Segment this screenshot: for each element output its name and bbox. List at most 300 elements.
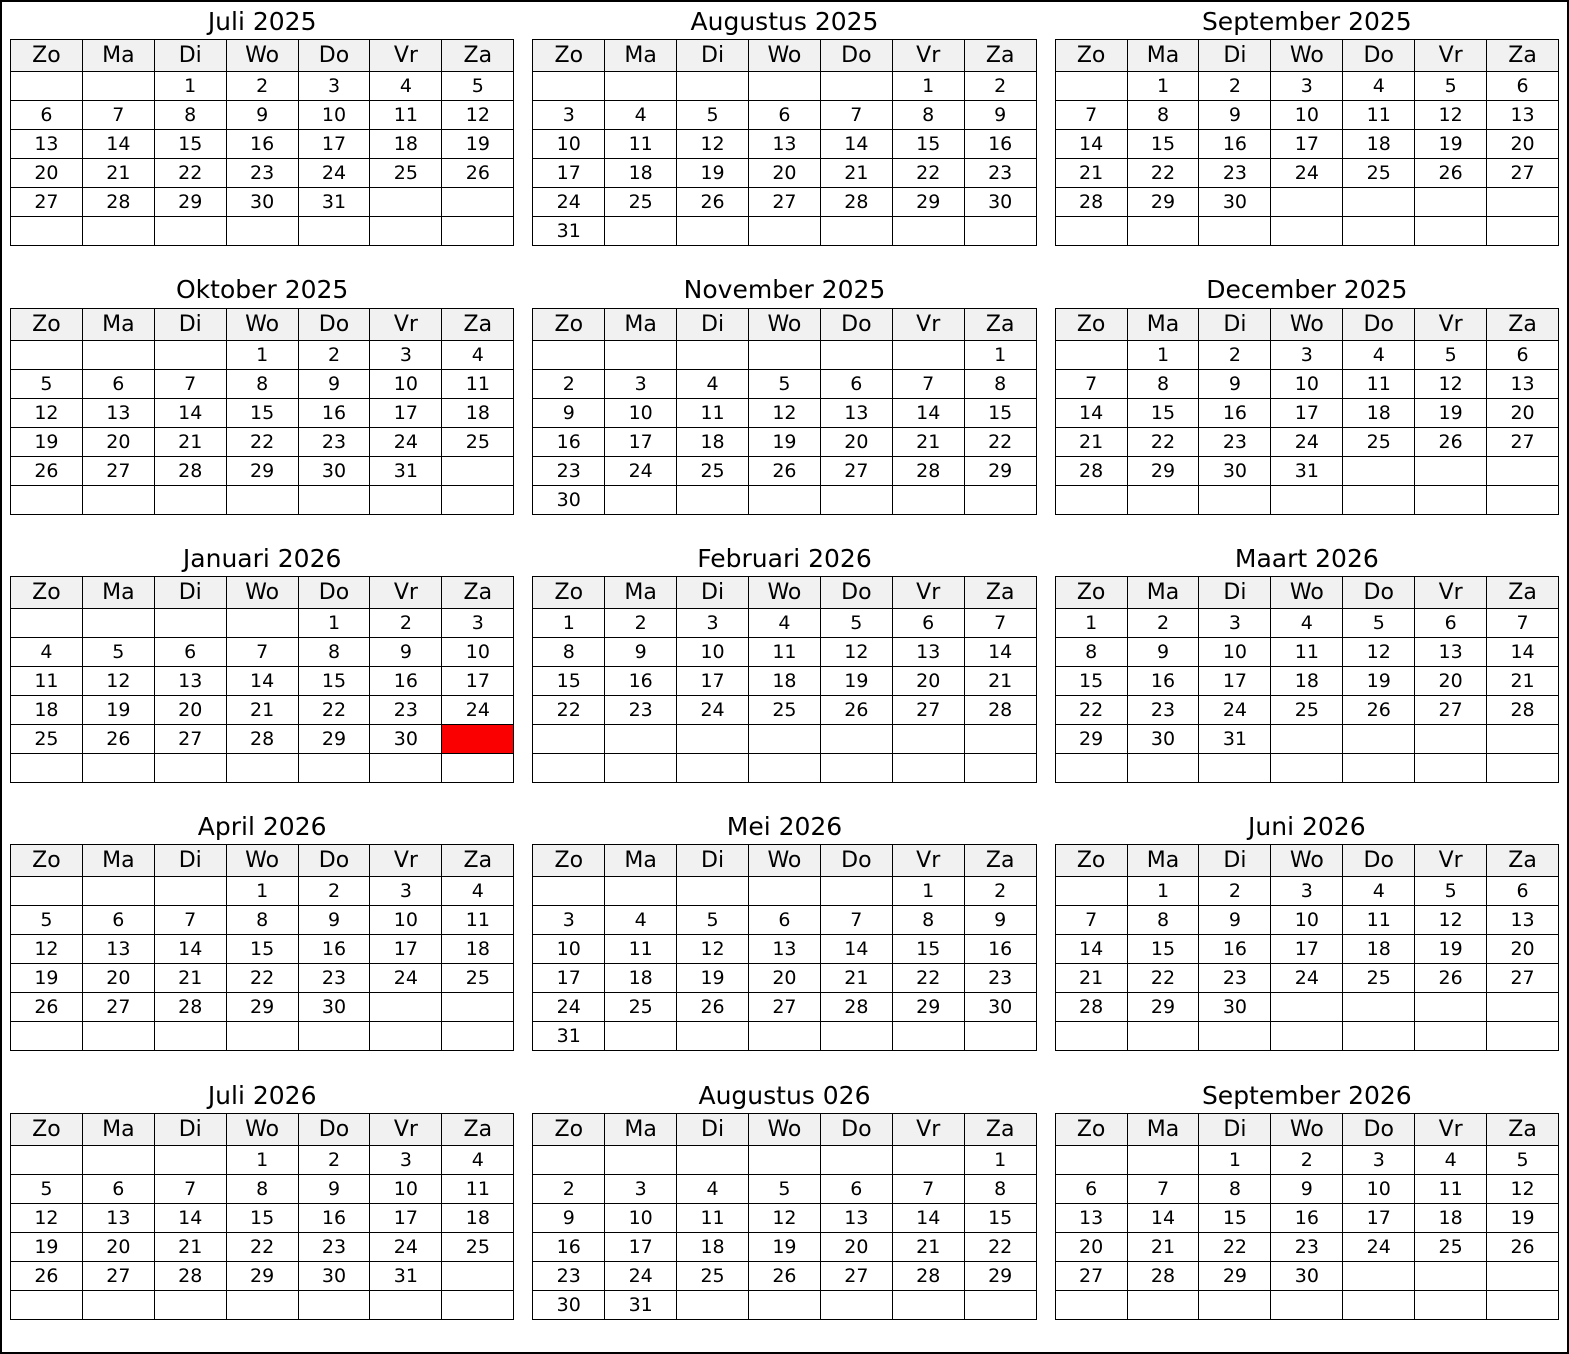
day-cell[interactable]: 8 <box>226 906 298 935</box>
day-cell[interactable]: 27 <box>1055 1261 1127 1290</box>
day-cell[interactable]: 20 <box>820 1232 892 1261</box>
day-cell[interactable]: 22 <box>154 159 226 188</box>
day-cell[interactable]: 9 <box>298 1174 370 1203</box>
day-cell[interactable]: 11 <box>442 369 514 398</box>
day-cell[interactable]: 1 <box>892 877 964 906</box>
day-cell[interactable]: 9 <box>533 398 605 427</box>
day-cell[interactable]: 17 <box>1271 935 1343 964</box>
day-cell[interactable]: 15 <box>1127 130 1199 159</box>
day-cell[interactable]: 12 <box>1487 1174 1559 1203</box>
day-cell[interactable]: 20 <box>749 159 821 188</box>
day-cell[interactable]: 25 <box>605 188 677 217</box>
day-cell[interactable]: 18 <box>370 130 442 159</box>
day-cell[interactable]: 8 <box>1199 1174 1271 1203</box>
day-cell[interactable]: 30 <box>298 1261 370 1290</box>
day-cell[interactable]: 12 <box>1415 101 1487 130</box>
day-cell[interactable]: 28 <box>226 725 298 754</box>
day-cell[interactable]: 22 <box>964 1232 1036 1261</box>
day-cell[interactable]: 2 <box>1271 1145 1343 1174</box>
day-cell[interactable]: 29 <box>226 1261 298 1290</box>
day-cell[interactable]: 5 <box>677 906 749 935</box>
day-cell[interactable]: 19 <box>749 1232 821 1261</box>
day-cell[interactable]: 6 <box>154 638 226 667</box>
day-cell[interactable]: 7 <box>820 906 892 935</box>
day-cell[interactable]: 4 <box>442 877 514 906</box>
day-cell[interactable]: 24 <box>1343 1232 1415 1261</box>
day-cell[interactable]: 18 <box>11 696 83 725</box>
day-cell[interactable]: 17 <box>605 1232 677 1261</box>
day-cell[interactable]: 2 <box>964 72 1036 101</box>
day-cell[interactable]: 5 <box>11 1174 83 1203</box>
day-cell[interactable]: 19 <box>677 964 749 993</box>
day-cell[interactable]: 13 <box>11 130 83 159</box>
day-cell[interactable]: 21 <box>1487 667 1559 696</box>
day-cell[interactable]: 31 <box>370 1261 442 1290</box>
day-cell[interactable]: 24 <box>370 1232 442 1261</box>
day-cell[interactable]: 5 <box>749 1174 821 1203</box>
day-cell[interactable]: 25 <box>370 159 442 188</box>
day-cell[interactable]: 24 <box>533 993 605 1022</box>
day-cell[interactable]: 17 <box>1271 130 1343 159</box>
day-cell[interactable]: 17 <box>370 935 442 964</box>
day-cell[interactable]: 10 <box>533 935 605 964</box>
day-cell[interactable]: 9 <box>1199 101 1271 130</box>
day-cell[interactable]: 13 <box>1487 369 1559 398</box>
day-cell[interactable]: 15 <box>154 130 226 159</box>
day-cell[interactable]: 14 <box>892 1203 964 1232</box>
day-cell[interactable]: 16 <box>298 935 370 964</box>
day-cell[interactable]: 28 <box>154 993 226 1022</box>
day-cell[interactable]: 8 <box>533 638 605 667</box>
day-cell[interactable]: 21 <box>226 696 298 725</box>
day-cell[interactable]: 19 <box>82 696 154 725</box>
day-cell[interactable]: 11 <box>442 906 514 935</box>
day-cell[interactable]: 11 <box>11 667 83 696</box>
day-cell[interactable]: 24 <box>370 964 442 993</box>
day-cell[interactable]: 22 <box>298 696 370 725</box>
day-cell[interactable]: 23 <box>1271 1232 1343 1261</box>
day-cell[interactable]: 26 <box>11 993 83 1022</box>
day-cell[interactable]: 8 <box>298 638 370 667</box>
day-cell[interactable]: 5 <box>1343 609 1415 638</box>
day-cell[interactable]: 10 <box>605 398 677 427</box>
day-cell[interactable]: 31 <box>533 1022 605 1051</box>
day-cell[interactable]: 1 <box>1127 72 1199 101</box>
day-cell[interactable]: 15 <box>533 667 605 696</box>
day-cell[interactable]: 16 <box>370 667 442 696</box>
day-cell[interactable]: 22 <box>892 964 964 993</box>
day-cell[interactable]: 6 <box>749 101 821 130</box>
day-cell[interactable]: 26 <box>1415 159 1487 188</box>
day-cell[interactable]: 11 <box>605 935 677 964</box>
day-cell[interactable]: 16 <box>1199 935 1271 964</box>
day-cell[interactable]: 23 <box>1199 159 1271 188</box>
day-cell[interactable]: 27 <box>82 1261 154 1290</box>
day-cell[interactable]: 19 <box>1415 130 1487 159</box>
day-cell[interactable]: 10 <box>370 1174 442 1203</box>
day-cell[interactable]: 13 <box>154 667 226 696</box>
day-cell[interactable]: 3 <box>1343 1145 1415 1174</box>
day-cell[interactable]: 23 <box>964 964 1036 993</box>
day-cell[interactable]: 30 <box>1199 993 1271 1022</box>
day-cell[interactable]: 2 <box>533 369 605 398</box>
day-cell[interactable]: 24 <box>442 696 514 725</box>
day-cell[interactable]: 28 <box>1055 456 1127 485</box>
day-cell[interactable]: 2 <box>605 609 677 638</box>
day-cell[interactable]: 3 <box>370 877 442 906</box>
day-cell[interactable]: 28 <box>892 456 964 485</box>
day-cell[interactable]: 20 <box>82 964 154 993</box>
day-cell[interactable]: 1 <box>226 1145 298 1174</box>
day-cell[interactable]: 6 <box>820 369 892 398</box>
day-cell[interactable]: 3 <box>533 101 605 130</box>
day-cell[interactable]: 17 <box>370 1203 442 1232</box>
day-cell[interactable]: 3 <box>533 906 605 935</box>
day-cell[interactable]: 17 <box>298 130 370 159</box>
day-cell[interactable]: 18 <box>605 964 677 993</box>
day-cell[interactable]: 10 <box>1271 101 1343 130</box>
day-cell[interactable]: 25 <box>677 1261 749 1290</box>
day-cell[interactable]: 17 <box>442 667 514 696</box>
day-cell[interactable]: 7 <box>1055 369 1127 398</box>
day-cell[interactable]: 17 <box>677 667 749 696</box>
day-cell[interactable]: 21 <box>892 427 964 456</box>
day-cell[interactable]: 12 <box>749 1203 821 1232</box>
day-cell[interactable]: 28 <box>154 456 226 485</box>
day-cell[interactable]: 15 <box>1127 398 1199 427</box>
day-cell[interactable]: 17 <box>1199 667 1271 696</box>
day-cell[interactable]: 12 <box>1415 906 1487 935</box>
day-cell[interactable]: 24 <box>677 696 749 725</box>
day-cell[interactable]: 30 <box>533 1290 605 1319</box>
day-cell[interactable]: 15 <box>964 398 1036 427</box>
day-cell[interactable]: 26 <box>82 725 154 754</box>
day-cell[interactable]: 14 <box>154 1203 226 1232</box>
day-cell[interactable]: 3 <box>605 369 677 398</box>
day-cell[interactable]: 10 <box>370 369 442 398</box>
day-cell[interactable]: 26 <box>442 159 514 188</box>
day-cell[interactable]: 10 <box>298 101 370 130</box>
day-cell[interactable]: 21 <box>154 964 226 993</box>
day-cell[interactable]: 26 <box>1343 696 1415 725</box>
day-cell[interactable]: 21 <box>820 964 892 993</box>
day-cell[interactable]: 23 <box>1199 427 1271 456</box>
day-cell[interactable]: 30 <box>1127 725 1199 754</box>
day-cell[interactable]: 2 <box>370 609 442 638</box>
day-cell[interactable]: 30 <box>298 456 370 485</box>
day-cell[interactable]: 25 <box>677 456 749 485</box>
day-cell[interactable]: 8 <box>226 369 298 398</box>
day-cell[interactable]: 28 <box>1487 696 1559 725</box>
day-cell[interactable]: 13 <box>749 130 821 159</box>
day-cell[interactable]: 23 <box>298 427 370 456</box>
day-cell[interactable]: 24 <box>1199 696 1271 725</box>
day-cell[interactable]: 3 <box>1271 340 1343 369</box>
day-cell[interactable]: 4 <box>1343 877 1415 906</box>
day-cell[interactable]: 22 <box>1127 159 1199 188</box>
day-cell[interactable]: 11 <box>677 398 749 427</box>
day-cell[interactable]: 22 <box>964 427 1036 456</box>
day-cell[interactable]: 21 <box>1055 427 1127 456</box>
day-cell[interactable]: 9 <box>964 101 1036 130</box>
day-cell[interactable]: 7 <box>964 609 1036 638</box>
day-cell[interactable]: 13 <box>820 1203 892 1232</box>
day-cell[interactable]: 7 <box>820 101 892 130</box>
day-cell[interactable]: 22 <box>1055 696 1127 725</box>
day-cell[interactable]: 6 <box>1487 340 1559 369</box>
day-cell[interactable]: 23 <box>1127 696 1199 725</box>
day-cell[interactable]: 5 <box>11 906 83 935</box>
day-cell[interactable]: 18 <box>1343 398 1415 427</box>
day-cell[interactable]: 5 <box>1415 877 1487 906</box>
day-cell[interactable]: 3 <box>370 340 442 369</box>
day-cell[interactable]: 30 <box>1199 188 1271 217</box>
day-cell[interactable]: 16 <box>533 1232 605 1261</box>
day-cell[interactable]: 24 <box>605 1261 677 1290</box>
day-cell[interactable]: 15 <box>1055 667 1127 696</box>
day-cell[interactable]: 2 <box>533 1174 605 1203</box>
day-cell[interactable]: 29 <box>964 1261 1036 1290</box>
day-cell[interactable]: 28 <box>964 696 1036 725</box>
day-cell[interactable]: 24 <box>1271 964 1343 993</box>
day-cell[interactable]: 6 <box>82 1174 154 1203</box>
day-cell[interactable]: 21 <box>1127 1232 1199 1261</box>
day-cell[interactable]: 13 <box>82 1203 154 1232</box>
day-cell[interactable]: 15 <box>298 667 370 696</box>
day-cell[interactable]: 21 <box>964 667 1036 696</box>
day-cell[interactable]: 19 <box>11 427 83 456</box>
day-cell[interactable]: 4 <box>677 369 749 398</box>
day-cell[interactable]: 3 <box>1199 609 1271 638</box>
day-cell[interactable]: 23 <box>226 159 298 188</box>
day-cell[interactable]: 12 <box>11 398 83 427</box>
day-cell[interactable]: 8 <box>1127 906 1199 935</box>
day-cell[interactable]: 3 <box>442 609 514 638</box>
day-cell[interactable]: 11 <box>1343 101 1415 130</box>
day-cell[interactable]: 23 <box>533 456 605 485</box>
day-cell[interactable]: 16 <box>1127 667 1199 696</box>
day-cell[interactable]: 1 <box>533 609 605 638</box>
day-cell[interactable]: 14 <box>964 638 1036 667</box>
day-cell[interactable]: 7 <box>1055 906 1127 935</box>
day-cell[interactable]: 4 <box>1343 72 1415 101</box>
day-cell[interactable]: 13 <box>749 935 821 964</box>
day-cell[interactable]: 1 <box>892 72 964 101</box>
day-cell[interactable]: 4 <box>749 609 821 638</box>
day-cell[interactable]: 15 <box>226 935 298 964</box>
day-cell[interactable]: 8 <box>964 1174 1036 1203</box>
day-cell[interactable]: 31 <box>370 456 442 485</box>
day-cell[interactable]: 21 <box>1055 964 1127 993</box>
day-cell[interactable]: 26 <box>1487 1232 1559 1261</box>
day-cell[interactable]: 5 <box>1415 340 1487 369</box>
day-cell[interactable]: 12 <box>1415 369 1487 398</box>
day-cell[interactable]: 21 <box>1055 159 1127 188</box>
day-cell[interactable]: 31 <box>298 188 370 217</box>
day-cell[interactable]: 18 <box>677 427 749 456</box>
day-cell[interactable]: 21 <box>154 427 226 456</box>
day-cell[interactable]: 30 <box>370 725 442 754</box>
day-cell[interactable]: 11 <box>442 1174 514 1203</box>
day-cell[interactable]: 3 <box>1271 72 1343 101</box>
day-cell[interactable]: 19 <box>11 964 83 993</box>
day-cell[interactable]: 21 <box>892 1232 964 1261</box>
day-cell[interactable]: 30 <box>964 993 1036 1022</box>
day-cell[interactable]: 7 <box>1127 1174 1199 1203</box>
day-cell[interactable]: 19 <box>11 1232 83 1261</box>
day-cell[interactable]: 28 <box>1055 993 1127 1022</box>
day-cell[interactable]: 26 <box>677 993 749 1022</box>
day-cell[interactable]: 24 <box>1271 427 1343 456</box>
day-cell[interactable]: 28 <box>154 1261 226 1290</box>
day-cell[interactable]: 2 <box>964 877 1036 906</box>
day-cell[interactable]: 10 <box>370 906 442 935</box>
day-cell[interactable]: 13 <box>82 398 154 427</box>
day-cell[interactable]: 18 <box>605 159 677 188</box>
day-cell[interactable]: 2 <box>1127 609 1199 638</box>
day-cell[interactable]: 15 <box>1127 935 1199 964</box>
day-cell[interactable]: 31 <box>1271 456 1343 485</box>
day-cell[interactable]: 22 <box>1199 1232 1271 1261</box>
day-cell[interactable]: 28 <box>82 188 154 217</box>
day-cell[interactable]: 22 <box>226 427 298 456</box>
day-cell[interactable]: 8 <box>1127 369 1199 398</box>
day-cell[interactable]: 15 <box>226 398 298 427</box>
day-cell[interactable]: 12 <box>749 398 821 427</box>
day-cell[interactable]: 18 <box>442 398 514 427</box>
day-cell[interactable]: 22 <box>1127 427 1199 456</box>
day-cell[interactable]: 7 <box>154 369 226 398</box>
day-cell[interactable]: 13 <box>1487 101 1559 130</box>
day-cell[interactable]: 8 <box>892 101 964 130</box>
day-cell[interactable]: 2 <box>1199 877 1271 906</box>
day-cell[interactable]: 17 <box>1271 398 1343 427</box>
day-cell[interactable]: 11 <box>1343 369 1415 398</box>
day-cell[interactable]: 10 <box>1343 1174 1415 1203</box>
day-cell[interactable]: 2 <box>226 72 298 101</box>
day-cell[interactable]: 24 <box>533 188 605 217</box>
day-cell[interactable]: 18 <box>442 935 514 964</box>
day-cell[interactable]: 14 <box>226 667 298 696</box>
day-cell[interactable]: 25 <box>1415 1232 1487 1261</box>
day-cell[interactable]: 24 <box>370 427 442 456</box>
day-cell[interactable]: 22 <box>892 159 964 188</box>
day-cell[interactable]: 6 <box>11 101 83 130</box>
day-cell[interactable]: 27 <box>154 725 226 754</box>
day-cell[interactable]: 25 <box>11 725 83 754</box>
day-cell[interactable]: 6 <box>749 906 821 935</box>
day-cell[interactable]: 25 <box>1343 427 1415 456</box>
day-cell[interactable]: 12 <box>820 638 892 667</box>
day-cell[interactable]: 26 <box>1415 427 1487 456</box>
day-cell[interactable]: 4 <box>442 1145 514 1174</box>
day-cell[interactable]: 29 <box>1127 456 1199 485</box>
day-cell[interactable]: 19 <box>677 159 749 188</box>
day-cell[interactable]: 27 <box>749 188 821 217</box>
day-cell[interactable]: 20 <box>892 667 964 696</box>
day-cell[interactable]: 18 <box>442 1203 514 1232</box>
day-cell[interactable]: 17 <box>605 427 677 456</box>
day-cell[interactable]: 25 <box>442 1232 514 1261</box>
day-cell[interactable]: 4 <box>1343 340 1415 369</box>
day-cell[interactable]: 4 <box>605 101 677 130</box>
day-cell[interactable]: 17 <box>370 398 442 427</box>
day-cell[interactable]: 3 <box>370 1145 442 1174</box>
day-cell[interactable]: 5 <box>677 101 749 130</box>
day-cell[interactable]: 11 <box>370 101 442 130</box>
day-cell[interactable]: 29 <box>1199 1261 1271 1290</box>
day-cell[interactable]: 1 <box>154 72 226 101</box>
day-cell[interactable]: 31 <box>1199 725 1271 754</box>
day-cell[interactable]: 30 <box>964 188 1036 217</box>
day-cell[interactable]: 14 <box>1487 638 1559 667</box>
day-cell[interactable]: 20 <box>1487 130 1559 159</box>
day-cell[interactable]: 12 <box>677 935 749 964</box>
day-cell[interactable]: 13 <box>1487 906 1559 935</box>
day-cell[interactable]: 15 <box>892 935 964 964</box>
day-cell[interactable]: 6 <box>1055 1174 1127 1203</box>
day-cell[interactable]: 10 <box>1271 906 1343 935</box>
day-cell[interactable]: 4 <box>1271 609 1343 638</box>
day-cell[interactable]: 11 <box>605 130 677 159</box>
day-cell[interactable]: 27 <box>1487 159 1559 188</box>
day-cell[interactable]: 25 <box>442 427 514 456</box>
day-cell[interactable]: 7 <box>226 638 298 667</box>
day-cell[interactable]: 23 <box>370 696 442 725</box>
day-cell[interactable]: 7 <box>1055 101 1127 130</box>
day-cell[interactable]: 5 <box>442 72 514 101</box>
day-cell[interactable]: 29 <box>298 725 370 754</box>
day-cell[interactable]: 28 <box>820 188 892 217</box>
day-cell[interactable]: 20 <box>1487 935 1559 964</box>
day-cell[interactable]: 14 <box>1055 935 1127 964</box>
day-cell[interactable]: 13 <box>892 638 964 667</box>
day-cell[interactable]: 29 <box>964 456 1036 485</box>
day-cell[interactable]: 12 <box>1343 638 1415 667</box>
day-cell[interactable]: 25 <box>1271 696 1343 725</box>
day-cell[interactable]: 24 <box>605 456 677 485</box>
day-cell[interactable]: 26 <box>1415 964 1487 993</box>
day-cell[interactable]: 27 <box>11 188 83 217</box>
day-cell[interactable]: 10 <box>677 638 749 667</box>
day-cell[interactable]: 6 <box>1415 609 1487 638</box>
day-cell[interactable]: 4 <box>11 638 83 667</box>
day-cell[interactable]: 29 <box>892 188 964 217</box>
day-cell[interactable]: 27 <box>820 456 892 485</box>
day-cell[interactable]: 13 <box>1055 1203 1127 1232</box>
day-cell[interactable]: 5 <box>1487 1145 1559 1174</box>
day-cell[interactable]: 22 <box>226 964 298 993</box>
day-cell[interactable]: 8 <box>892 906 964 935</box>
day-cell[interactable]: 14 <box>820 130 892 159</box>
day-cell[interactable]: 8 <box>154 101 226 130</box>
day-cell[interactable]: 27 <box>820 1261 892 1290</box>
day-cell[interactable]: 1 <box>1127 877 1199 906</box>
day-cell[interactable]: 9 <box>1199 906 1271 935</box>
day-cell[interactable]: 14 <box>820 935 892 964</box>
day-cell[interactable]: 31 <box>605 1290 677 1319</box>
day-cell[interactable]: 14 <box>1055 130 1127 159</box>
day-cell[interactable]: 12 <box>442 101 514 130</box>
day-cell[interactable]: 12 <box>11 1203 83 1232</box>
day-cell[interactable]: 1 <box>226 877 298 906</box>
day-cell[interactable]: 5 <box>11 369 83 398</box>
day-cell[interactable]: 23 <box>1199 964 1271 993</box>
day-cell[interactable]: 19 <box>1343 667 1415 696</box>
day-cell[interactable]: 15 <box>892 130 964 159</box>
day-cell[interactable]: 16 <box>226 130 298 159</box>
day-cell[interactable]: 16 <box>964 935 1036 964</box>
